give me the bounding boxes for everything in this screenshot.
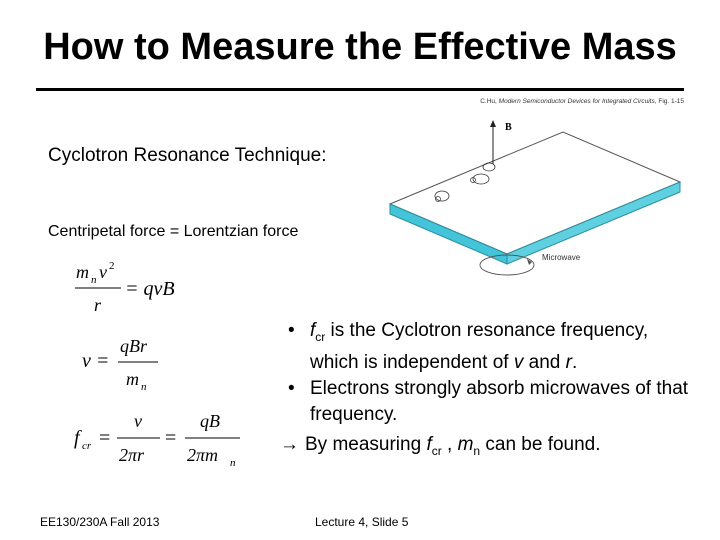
r-symbol: r — [565, 351, 572, 373]
eq2-lhs: v = — [82, 350, 110, 372]
equation-cyclotron-frequency — [72, 405, 252, 470]
fcr-symbol: f — [310, 320, 316, 341]
bullet-dot: • — [288, 377, 295, 399]
eq3-f2-num: qB — [200, 411, 220, 431]
citation-book: Modern Semiconductor Devices for Integrated Circuits — [498, 98, 655, 105]
eq1-rhs: = qvB — [125, 278, 175, 300]
equation-velocity — [80, 330, 190, 392]
citation-figure: , Fig. 1-15 — [654, 98, 684, 105]
bullet-item-absorb — [280, 376, 700, 428]
eq2-den-n: n — [141, 381, 147, 392]
equation-force-balance — [72, 256, 212, 318]
bullet-item-frequency — [280, 318, 700, 376]
eq3-f1-den: 2πr — [119, 445, 145, 465]
mn-symbol: m — [457, 433, 474, 455]
fcr-subscript: cr — [315, 329, 326, 344]
note-text: By measuring — [305, 433, 427, 455]
note-text: , — [441, 433, 458, 455]
eq3-f2-den: 2πm — [187, 445, 219, 465]
bullet-dot: • — [288, 320, 295, 341]
eq3-eq2: = — [165, 427, 177, 449]
microwave-label: Microwave — [542, 253, 581, 262]
eq3-sub: cr — [82, 440, 92, 452]
fcr-symbol: f — [426, 433, 432, 455]
eq2-num: qBr — [120, 336, 147, 356]
eq3-f2-den-sub: n — [230, 457, 236, 469]
eq3-f1-num: v — [134, 411, 142, 431]
eq1-m: m — [76, 262, 89, 282]
eq3-eq1: = — [99, 427, 111, 449]
mn-subscript: n — [473, 443, 481, 458]
bullet-list — [280, 318, 700, 464]
note-text: can be found. — [480, 433, 601, 455]
section-heading: Cyclotron Resonance Technique: — [48, 145, 327, 166]
bullet-text: is the Cyclotron resonance frequency, which is independent of — [310, 320, 649, 373]
v-symbol: v — [513, 351, 524, 373]
footer-slide-number: Lecture 4, Slide 5 — [315, 515, 409, 529]
eq1-v: v — [99, 262, 107, 282]
cyclotron-diagram — [385, 112, 695, 287]
bullet-text: and — [523, 351, 566, 373]
centripetal-label: Centripetal force = Lorentzian force — [48, 223, 299, 240]
slab-top-face — [390, 132, 680, 254]
b-field-label: B — [505, 122, 512, 133]
citation — [480, 98, 684, 105]
bullet-text: . — [571, 351, 578, 373]
eq1-n: n — [91, 274, 97, 286]
eq2-den-m: m — [126, 369, 139, 389]
footer-course: EE130/230A Fall 2013 — [40, 515, 160, 529]
eq1-r: r — [94, 295, 102, 315]
citation-author: C.Hu, — [480, 98, 497, 105]
eq3-f: f — [74, 427, 80, 449]
bullet-text: Electrons strongly absorb microwaves of that frequency. — [310, 377, 689, 425]
b-field-arrowhead — [490, 120, 496, 127]
eq1-exp: 2 — [109, 260, 115, 272]
conclusion-note — [280, 432, 700, 464]
title-divider — [36, 88, 684, 91]
fcr-subscript: cr — [431, 443, 442, 458]
right-arrow-icon: → — [280, 433, 299, 455]
slide-title: How to Measure the Effective Mass — [43, 26, 677, 68]
